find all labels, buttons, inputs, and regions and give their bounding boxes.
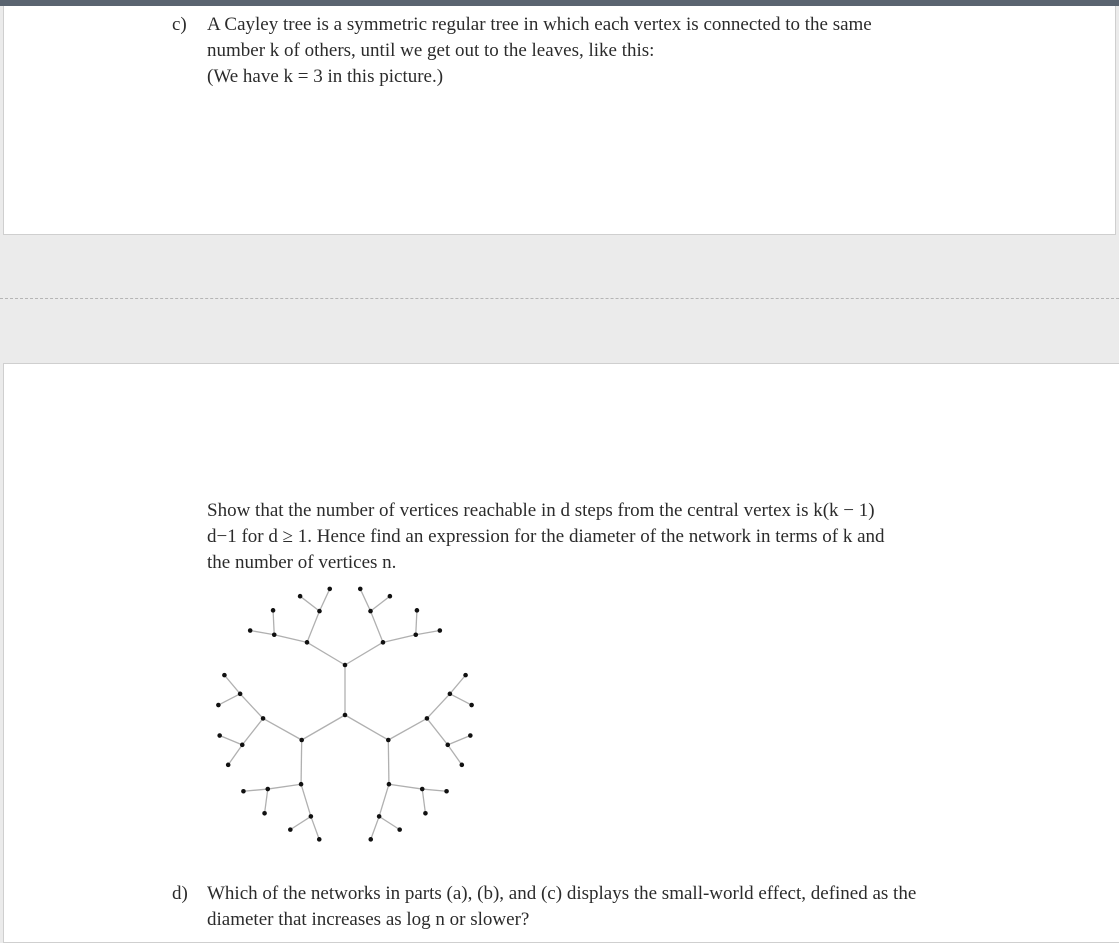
tree-vertex [343,663,348,668]
tree-edge [360,589,370,611]
tree-vertex [469,703,474,708]
tree-edge [265,789,268,813]
part-c-line-2: number k of others, until we get out to the leaves, like this: [207,40,655,61]
tree-edge [224,675,240,694]
tree-edge [301,740,302,784]
tree-vertex [358,587,363,592]
question-line-1: Show that the number of vertices reachable in d steps from the central vertex is k(k − 1) [207,500,875,521]
tree-edge [416,610,417,634]
tree-edge [290,816,311,829]
tree-vertex [299,738,304,743]
tree-vertex [238,692,243,697]
tree-vertex [387,782,392,787]
tree-vertex [271,608,276,613]
tree-vertex [460,763,465,768]
tree-edge [263,718,302,740]
part-c-line-3: (We have k = 3 in this picture.) [207,66,444,87]
part-c-label: c) [172,14,187,35]
tree-edge [427,694,450,719]
tree-edge [389,784,422,789]
tree-edge [450,694,472,705]
tree-vertex [305,640,310,645]
tree-vertex [423,811,428,816]
tree-vertex [240,743,245,748]
tree-edge [388,718,427,740]
tree-edge [301,784,311,816]
tree-vertex [298,594,303,599]
tree-vertex [368,837,373,842]
question-line-2: d−1 for d ≥ 1. Hence find an expression for the diameter of the network in terms of k and [207,526,885,547]
part-d-line-2: diameter that increases as log n or slower? [207,909,530,930]
tree-vertex [388,594,393,599]
tree-vertex [463,673,468,678]
tree-edge [220,736,243,745]
tree-edge [228,745,242,765]
tree-vertex [397,827,402,832]
tree-edge [311,816,319,839]
tree-edge [371,596,390,611]
tree-center-vertex [343,713,348,718]
tree-edge [388,740,389,784]
tree-vertex [288,827,293,832]
tree-edge [243,789,267,791]
tree-vertex [327,587,332,592]
tree-vertex [299,782,304,787]
tree-edge [268,784,301,789]
question-line-3: the number of vertices n. [207,552,397,573]
tree-edge [345,715,388,740]
tree-edge [416,631,440,635]
tree-vertex [445,743,450,748]
tree-vertex [272,632,277,637]
tree-vertex [309,814,314,819]
tree-edge [379,816,400,829]
tree-vertex [216,703,221,708]
tree-vertex [420,787,425,792]
tree-edge [319,589,329,611]
tree-vertex [262,811,267,816]
part-c-line-1: A Cayley tree is a symmetric regular tree in which each vertex is connected to the same [207,14,872,35]
tree-vertex [377,814,382,819]
tree-edge [240,694,263,719]
tree-vertex [438,628,443,633]
tree-vertex [226,763,231,768]
tree-vertex [217,733,222,738]
tree-edge [300,596,319,611]
tree-edge [448,745,462,765]
tree-edge [274,635,307,643]
tree-vertex [425,716,430,721]
tree-edge [450,675,466,694]
tree-edge [250,631,274,635]
tree-vertex [415,608,420,613]
tree-edge [307,611,319,642]
tree-vertex [468,733,473,738]
tree-edge [273,610,274,634]
tree-vertex [317,837,322,842]
tree-edge [422,789,446,791]
tree-vertex [444,789,449,794]
tree-vertex [261,716,266,721]
part-d-label: d) [172,883,188,904]
tree-vertex [222,673,227,678]
tree-edge [345,642,383,665]
tree-edge [307,642,345,665]
tree-edge [218,694,240,705]
part-d-text [207,881,916,933]
tree-edge [422,789,425,813]
tree-vertex [248,628,253,633]
tree-edge [448,736,471,745]
tree-edge [383,635,416,643]
tree-edge [427,718,448,744]
tree-edge [371,611,383,642]
tree-edge [371,816,379,839]
tree-vertex [413,632,418,637]
tree-vertex [265,787,270,792]
tree-edge [242,718,263,744]
tree-vertex [381,640,386,645]
tree-vertex [368,609,373,614]
part-d-line-1: Which of the networks in parts (a), (b), and (c) displays the small-world effect, defined as the [207,883,917,904]
tree-vertex [317,609,322,614]
tree-vertex [386,738,391,743]
tree-edge [302,715,345,740]
tree-edge [379,784,389,816]
tree-vertex [241,789,246,794]
tree-vertex [448,692,453,697]
